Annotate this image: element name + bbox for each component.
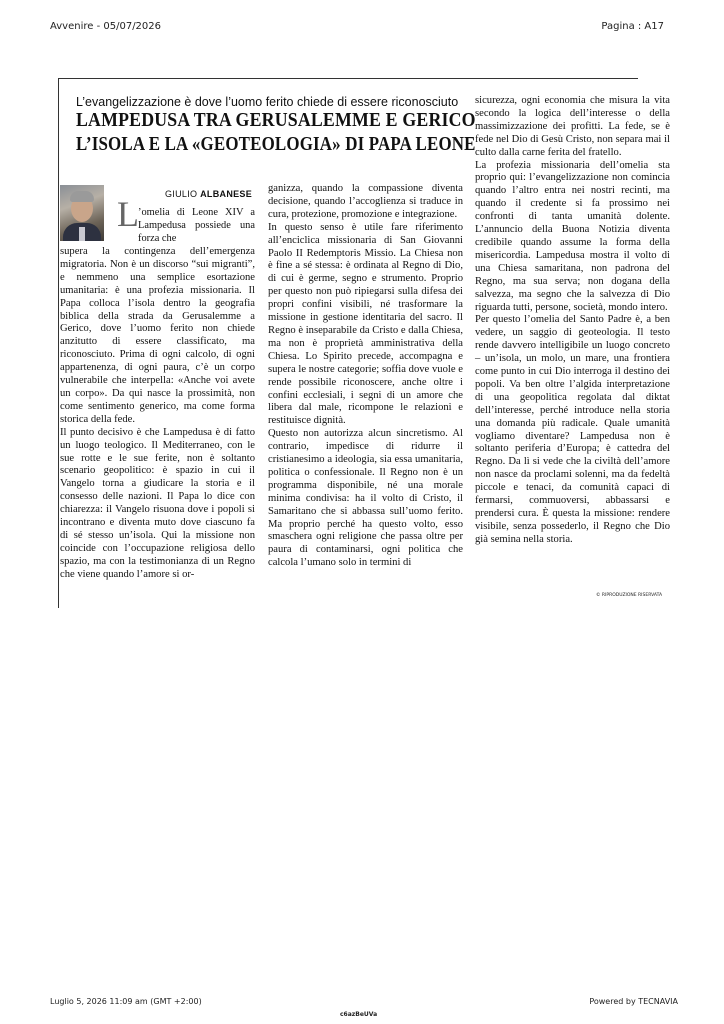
drop-cap: L: [117, 194, 139, 234]
article-title-line-1: LAMPEDUSA TRA GERUSALEMME E GERICO: [76, 110, 476, 131]
article-paragraph: supera la contingenza dell’emergenza migratoria. Non è un discorso “sui migranti”, e nemmeno una semplice esortazione umanitaria: è una profezia missionaria. Il Papa colloca l’isola dentro la geografia biblica della strada da Gerusalemme a Gerico, dove l’uomo ferito non chiede anzitutto di essere classificato, ma riconosciuto. Prima di ogni calcolo, di ogni appartenenza, di ogni paura, c’è un corpo vulnerabile che interpella: «Anche voi avete un corpo». Da qui nasce la prossimità, non come sentimento generico, ma come forma storica della fede.: [60, 246, 255, 425]
author-last-name: ALBANESE: [200, 189, 253, 199]
article-paragraph: Questo non autorizza alcun sincretismo. Al contrario, impedisce di ridurre il cristianesimo a ideologia, sia essa umanitaria, politica o confessionale. Il Regno non è un programma disponibile, né una morale minima condivisa: ha il volto di Cristo, il Samaritano che si abbassa sull’uomo ferito. Ma proprio perché ha questo volto, esso smaschera ogni religione che passa oltre per paura di contaminarsi, ogni politica che calcola l’umano solo in termini di: [268, 428, 463, 569]
article-paragraph: ganizza, quando la compassione diventa decisione, quando l’accoglienza si traduce in cura, protezione, promozione e integrazione.: [268, 183, 463, 220]
footer-timestamp: Luglio 5, 2026 11:09 am (GMT +2:00): [50, 997, 202, 1006]
copyright-notice: © RIPRODUZIONE RISERVATA: [596, 593, 663, 598]
author-first-name: GIULIO: [165, 189, 198, 199]
article-paragraph: sicurezza, ogni economia che misura la vita secondo la logica dell’interesse o della massimizzazione dei profitti. La fede, se è fede nel Dio di Gesù Cristo, non separa mai il culto dalla carne ferita del fratello.: [475, 95, 670, 158]
article-top-rule: [58, 78, 638, 79]
author-photo: [60, 185, 104, 241]
page-header-date: Avvenire - 05/07/2026: [50, 21, 162, 32]
article-title-line-2: L’ISOLA E LA «GEOTEOLOGIA» DI PAPA LEONE: [76, 134, 476, 155]
article-column-3: [475, 95, 670, 547]
author-byline: [165, 189, 252, 199]
article-left-rule: [58, 78, 59, 608]
footer-powered-by: Powered by TECNAVIA: [589, 997, 678, 1006]
article-column-2: [268, 183, 463, 570]
article-column-1: [60, 246, 255, 582]
article-paragraph: ’omelia di Leone XIV a Lampedusa possiede una forza che: [138, 207, 255, 244]
article-paragraph: La profezia missionaria dell’omelia sta proprio qui: l’evangelizzazione non comincia quando l’altro entra nei nostri recinti, ma quando il credente si fa prossimo nei confronti di tanta umanità dolente. L’annuncio della Buona Notizia diventa credibile quando assume la forma della misericordia. Lampedusa mostra il volto di una Chiesa samaritana, non padrona del Regno, ma sua serva; non dogana della salvezza, ma segno che la salvezza di Dio riguarda tutti, persone, società, mondo intero.: [475, 159, 670, 313]
article-column-1-intro: [138, 207, 255, 246]
article-kicker: L’evangelizzazione è dove l’uomo ferito chiede di essere riconosciuto: [76, 95, 459, 109]
page-header-page-number: Pagina : A17: [601, 21, 664, 32]
footer-document-code: c6azBeUVa: [340, 1011, 378, 1018]
article-paragraph: Il punto decisivo è che Lampedusa è di fatto un luogo teologico. Il Mediterraneo, con le sue rotte e le sue ferite, non è soltanto scenario geopolitico: è spazio in cui il Vangelo torna a giudicare la storia e il consesso delle nazioni. Il Papa lo dice con chiarezza: il Vangelo risuona dove i popoli si incontrano e diventa muto dove ciascuno fa di sé stesso un’isola. Qui la missione non coincide con l’occupazione religiosa dello spazio, ma con la testimonianza di un Regno che viene quando l’amore si or-: [60, 426, 255, 580]
article-paragraph: In questo senso è utile fare riferimento all’enciclica missionaria di San Giovanni Paolo II Redemptoris Missio. La Chiesa non è fine a sé stessa: è ordinata al Regno di Dio, di cui è germe, segno e strumento. Proprio per questo non può ripiegarsi sulla difesa dei propri confini visibili, né trasformare la missione in gestione identitaria del sacro. Il Regno è inseparabile da Cristo e dalla Chiesa, ma non è proprietà amministrativa della Chiesa. Lo Spirito precede, accompagna e supera le nostre categorie; soffia dove vuole e rende possibile riconoscere, anche oltre i confini ecclesiali, i segni di un amore che libera dal male, ricompone le relazioni e restituisce dignità.: [268, 221, 463, 427]
article-paragraph: Per questo l’omelia del Santo Padre è, a ben vedere, un saggio di geoteologia. Il testo rende davvero intelligibile un luogo concreto – un’isola, un molo, un mare, una frontiera come punto in cui Dio interroga il destino dei popoli. Va ben oltre l’algida interpretazione di una geopolitica regolata dal diktat dell’interesse, perché introduce nella storia una domanda più radicale. Quale umanità vogliamo diventare? Lampedusa non è soltanto periferia d’Europa; è cattedra del Regno. Da lì si vede che la civiltà dell’amore non nasce da proclami solenni, ma da fedeltà piccole e tenaci, da comunità capaci di fermarsi, commuoversi, abbassarsi e prendersi cura. È questa la missione: rendere visibile, senza possederlo, il Regno che Dio già semina nella storia.: [475, 314, 670, 545]
